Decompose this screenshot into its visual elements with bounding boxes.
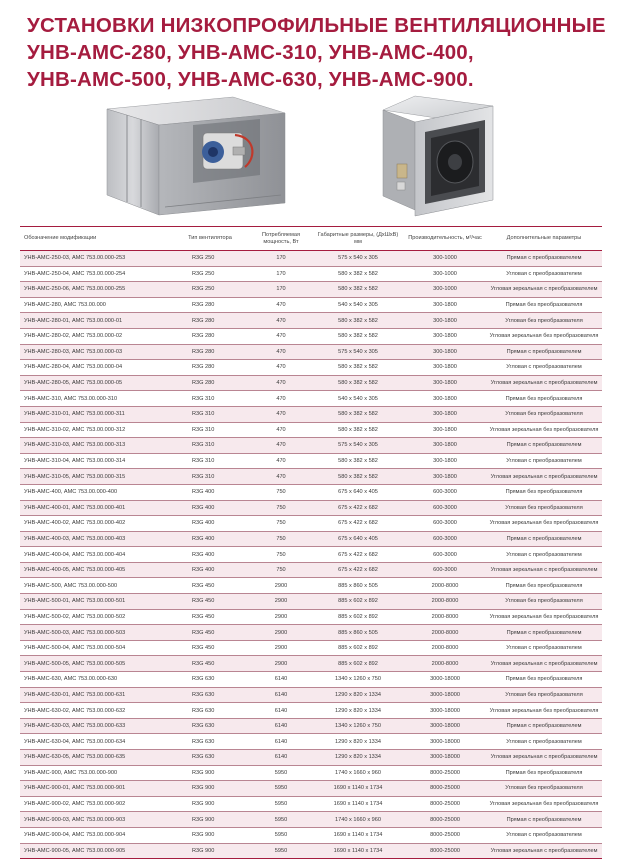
dimensions-cell: 1690 x 1140 x 1734 [312, 781, 404, 797]
table-row [20, 266, 602, 282]
power-cell: 470 [250, 344, 312, 360]
table-row [20, 625, 602, 641]
dimensions-cell: 580 x 382 x 582 [312, 453, 404, 469]
col-header-fan-type: Тип вентилятора [170, 227, 250, 251]
capacity-cell: 300-1000 [404, 266, 486, 282]
fan-type-cell: R3G 630 [170, 703, 250, 719]
modification-cell: УНВ-АМС-250-04, АМС 753.00.000-254 [20, 266, 170, 282]
modification-cell: УНВ-АМС-630-02, АМС 753.00.000-632 [20, 703, 170, 719]
modification-cell: УНВ-АМС-500-04, АМС 753.00.000-504 [20, 640, 170, 656]
dimensions-cell: 575 x 540 x 305 [312, 251, 404, 267]
table-row [20, 453, 602, 469]
table-row [20, 516, 602, 532]
power-cell: 750 [250, 516, 312, 532]
dimensions-cell: 675 x 640 x 405 [312, 484, 404, 500]
parameters-cell: Угловая зеркальная с преобразователем [486, 375, 602, 391]
fan-type-cell: R3G 400 [170, 531, 250, 547]
modification-cell: УНВ-АМС-900, АМС 753.00.000-900 [20, 765, 170, 781]
capacity-cell: 300-1800 [404, 360, 486, 376]
table-row [20, 781, 602, 797]
capacity-cell: 2000-8000 [404, 609, 486, 625]
fan-type-cell: R3G 630 [170, 687, 250, 703]
fan-type-cell: R3G 280 [170, 328, 250, 344]
fan-type-cell: R3G 630 [170, 734, 250, 750]
capacity-cell: 600-3000 [404, 562, 486, 578]
power-cell: 470 [250, 297, 312, 313]
capacity-cell: 3000-18000 [404, 750, 486, 766]
capacity-cell: 8000-25000 [404, 843, 486, 859]
capacity-cell: 600-3000 [404, 516, 486, 532]
modification-cell: УНВ-АМС-280-03, АМС 753.00.000-03 [20, 344, 170, 360]
parameters-cell: Угловая зеркальная с преобразователем [486, 469, 602, 485]
dimensions-cell: 540 x 540 x 305 [312, 391, 404, 407]
capacity-cell: 300-1800 [404, 469, 486, 485]
table-row [20, 734, 602, 750]
modification-cell: УНВ-АМС-400-04, АМС 753.00.000-404 [20, 547, 170, 563]
capacity-cell: 300-1800 [404, 391, 486, 407]
parameters-cell: Прямая с преобразователем [486, 344, 602, 360]
parameters-cell: Угловая зеркальная с преобразователем [486, 656, 602, 672]
table-row [20, 843, 602, 859]
fan-type-cell: R3G 630 [170, 750, 250, 766]
capacity-cell: 3000-18000 [404, 703, 486, 719]
parameters-cell: Прямая с преобразователем [486, 531, 602, 547]
dimensions-cell: 580 x 382 x 582 [312, 469, 404, 485]
power-cell: 2900 [250, 594, 312, 610]
power-cell: 470 [250, 469, 312, 485]
modification-cell: УНВ-АМС-280-02, АМС 753.00.000-02 [20, 328, 170, 344]
dimensions-cell: 675 x 422 x 682 [312, 547, 404, 563]
dimensions-cell: 1340 x 1260 x 750 [312, 672, 404, 688]
fan-type-cell: R3G 310 [170, 438, 250, 454]
table-row [20, 547, 602, 563]
fan-type-cell: R3G 310 [170, 391, 250, 407]
parameters-cell: Угловая зеркальная без преобразователя [486, 609, 602, 625]
dimensions-cell: 575 x 540 x 305 [312, 344, 404, 360]
capacity-cell: 8000-25000 [404, 796, 486, 812]
capacity-cell: 2000-8000 [404, 578, 486, 594]
power-cell: 470 [250, 313, 312, 329]
capacity-cell: 300-1800 [404, 438, 486, 454]
modification-cell: УНВ-АМС-250-06, АМС 753.00.000-255 [20, 282, 170, 298]
table-row [20, 438, 602, 454]
fan-type-cell: R3G 450 [170, 625, 250, 641]
power-cell: 2900 [250, 609, 312, 625]
capacity-cell: 8000-25000 [404, 812, 486, 828]
fan-type-cell: R3G 900 [170, 765, 250, 781]
power-cell: 5950 [250, 843, 312, 859]
capacity-cell: 2000-8000 [404, 640, 486, 656]
modification-cell: УНВ-АМС-900-03, АМС 753.00.000-903 [20, 812, 170, 828]
power-cell: 6140 [250, 687, 312, 703]
fan-type-cell: R3G 310 [170, 406, 250, 422]
parameters-cell: Угловая зеркальная без преобразователя [486, 516, 602, 532]
dimensions-cell: 885 x 602 x 892 [312, 609, 404, 625]
parameters-cell: Прямая без преобразователя [486, 765, 602, 781]
fan-type-cell: R3G 400 [170, 547, 250, 563]
modification-cell: УНВ-АМС-310-04, АМС 753.00.000-314 [20, 453, 170, 469]
power-cell: 5950 [250, 827, 312, 843]
modification-cell: УНВ-АМС-280, АМС 753.00.000 [20, 297, 170, 313]
power-cell: 5950 [250, 765, 312, 781]
table-row [20, 344, 602, 360]
table-row [20, 609, 602, 625]
parameters-cell: Угловая без преобразователя [486, 406, 602, 422]
dimensions-cell: 1290 x 820 x 1334 [312, 703, 404, 719]
specs-table [20, 226, 602, 859]
table-row [20, 672, 602, 688]
parameters-cell: Угловая с преобразователем [486, 734, 602, 750]
col-header-parameters: Дополнительные параметры [486, 227, 602, 251]
modification-cell: УНВ-АМС-250-03, АМС 753.00.000-253 [20, 251, 170, 267]
capacity-cell: 300-1800 [404, 453, 486, 469]
fan-type-cell: R3G 630 [170, 672, 250, 688]
table-row [20, 656, 602, 672]
modification-cell: УНВ-АМС-400-05, АМС 753.00.000-405 [20, 562, 170, 578]
modification-cell: УНВ-АМС-630-05, АМС 753.00.000-635 [20, 750, 170, 766]
modification-cell: УНВ-АМС-310-03, АМС 753.00.000-313 [20, 438, 170, 454]
fan-type-cell: R3G 900 [170, 812, 250, 828]
dimensions-cell: 1340 x 1260 x 750 [312, 718, 404, 734]
modification-cell: УНВ-АМС-400-01, АМС 753.00.000-401 [20, 500, 170, 516]
table-row [20, 578, 602, 594]
capacity-cell: 600-3000 [404, 531, 486, 547]
unit-image-straight [85, 95, 300, 220]
col-header-modification: Обозначение модификации [20, 227, 170, 251]
modification-cell: УНВ-АМС-630-04, АМС 753.00.000-634 [20, 734, 170, 750]
fan-type-cell: R3G 900 [170, 827, 250, 843]
parameters-cell: Угловая без преобразователя [486, 594, 602, 610]
modification-cell: УНВ-АМС-310-01, АМС 753.00.000-311 [20, 406, 170, 422]
table-row [20, 391, 602, 407]
table-row [20, 500, 602, 516]
dimensions-cell: 580 x 382 x 582 [312, 375, 404, 391]
table-row [20, 375, 602, 391]
power-cell: 6140 [250, 734, 312, 750]
dimensions-cell: 580 x 382 x 582 [312, 313, 404, 329]
power-cell: 5950 [250, 781, 312, 797]
modification-cell: УНВ-АМС-280-04, АМС 753.00.000-04 [20, 360, 170, 376]
table-row [20, 360, 602, 376]
fan-type-cell: R3G 450 [170, 578, 250, 594]
capacity-cell: 8000-25000 [404, 765, 486, 781]
dimensions-cell: 1290 x 820 x 1334 [312, 687, 404, 703]
parameters-cell: Прямая с преобразователем [486, 812, 602, 828]
parameters-cell: Прямая без преобразователя [486, 672, 602, 688]
capacity-cell: 2000-8000 [404, 656, 486, 672]
power-cell: 470 [250, 360, 312, 376]
power-cell: 750 [250, 484, 312, 500]
modification-cell: УНВ-АМС-630-03, АМС 753.00.000-633 [20, 718, 170, 734]
modification-cell: УНВ-АМС-400-03, АМС 753.00.000-403 [20, 531, 170, 547]
fan-type-cell: R3G 310 [170, 453, 250, 469]
power-cell: 2900 [250, 640, 312, 656]
dimensions-cell: 885 x 602 x 892 [312, 640, 404, 656]
parameters-cell: Угловая без преобразователя [486, 781, 602, 797]
dimensions-cell: 580 x 382 x 582 [312, 328, 404, 344]
fan-type-cell: R3G 310 [170, 422, 250, 438]
power-cell: 6140 [250, 672, 312, 688]
capacity-cell: 300-1800 [404, 406, 486, 422]
dimensions-cell: 675 x 422 x 682 [312, 562, 404, 578]
modification-cell: УНВ-АМС-280-01, АМС 753.00.000-01 [20, 313, 170, 329]
fan-type-cell: R3G 630 [170, 718, 250, 734]
dimensions-cell: 580 x 382 x 582 [312, 422, 404, 438]
capacity-cell: 600-3000 [404, 484, 486, 500]
dimensions-cell: 885 x 602 x 892 [312, 594, 404, 610]
fan-type-cell: R3G 280 [170, 344, 250, 360]
parameters-cell: Угловая зеркальная без преобразователя [486, 703, 602, 719]
fan-type-cell: R3G 450 [170, 609, 250, 625]
power-cell: 2900 [250, 625, 312, 641]
capacity-cell: 3000-18000 [404, 718, 486, 734]
power-cell: 470 [250, 375, 312, 391]
fan-type-cell: R3G 450 [170, 640, 250, 656]
dimensions-cell: 540 x 540 x 305 [312, 297, 404, 313]
power-cell: 2900 [250, 656, 312, 672]
fan-type-cell: R3G 280 [170, 313, 250, 329]
capacity-cell: 2000-8000 [404, 594, 486, 610]
dimensions-cell: 580 x 382 x 582 [312, 360, 404, 376]
table-row [20, 484, 602, 500]
modification-cell: УНВ-АМС-500-03, АМС 753.00.000-503 [20, 625, 170, 641]
capacity-cell: 300-1800 [404, 344, 486, 360]
dimensions-cell: 1690 x 1140 x 1734 [312, 796, 404, 812]
parameters-cell: Угловая без преобразователя [486, 500, 602, 516]
modification-cell: УНВ-АМС-310, АМС 753.00.000-310 [20, 391, 170, 407]
modification-cell: УНВ-АМС-900-01, АМС 753.00.000-901 [20, 781, 170, 797]
parameters-cell: Угловая зеркальная с преобразователем [486, 843, 602, 859]
capacity-cell: 3000-18000 [404, 672, 486, 688]
fan-type-cell: R3G 450 [170, 594, 250, 610]
capacity-cell: 3000-18000 [404, 734, 486, 750]
table-row [20, 251, 602, 267]
power-cell: 470 [250, 328, 312, 344]
parameters-cell: Угловая с преобразователем [486, 547, 602, 563]
parameters-cell: Прямая без преобразователя [486, 297, 602, 313]
fan-type-cell: R3G 250 [170, 266, 250, 282]
title-line-1: УСТАНОВКИ НИЗКОПРОФИЛЬНЫЕ ВЕНТИЛЯЦИОННЫЕ [27, 14, 606, 37]
power-cell: 750 [250, 531, 312, 547]
modification-cell: УНВ-АМС-500-05, АМС 753.00.000-505 [20, 656, 170, 672]
capacity-cell: 3000-18000 [404, 687, 486, 703]
fan-type-cell: R3G 900 [170, 843, 250, 859]
modification-cell: УНВ-АМС-310-02, АМС 753.00.000-312 [20, 422, 170, 438]
modification-cell: УНВ-АМС-310-05, АМС 753.00.000-315 [20, 469, 170, 485]
dimensions-cell: 1690 x 1140 x 1734 [312, 827, 404, 843]
power-cell: 6140 [250, 718, 312, 734]
fan-type-cell: R3G 400 [170, 562, 250, 578]
table-row [20, 765, 602, 781]
dimensions-cell: 675 x 422 x 682 [312, 500, 404, 516]
parameters-cell: Угловая зеркальная без преобразователя [486, 328, 602, 344]
fan-type-cell: R3G 250 [170, 282, 250, 298]
table-row [20, 796, 602, 812]
table-row [20, 562, 602, 578]
fan-type-cell: R3G 900 [170, 796, 250, 812]
power-cell: 5950 [250, 796, 312, 812]
capacity-cell: 300-1800 [404, 422, 486, 438]
parameters-cell: Прямая без преобразователя [486, 391, 602, 407]
capacity-cell: 300-1000 [404, 282, 486, 298]
modification-cell: УНВ-АМС-900-02, АМС 753.00.000-902 [20, 796, 170, 812]
parameters-cell: Прямая без преобразователя [486, 484, 602, 500]
title-line-3: УНВ-АМС-500, УНВ-АМС-630, УНВ-АМС-900. [27, 68, 474, 91]
parameters-cell: Прямая без преобразователя [486, 578, 602, 594]
parameters-cell: Угловая с преобразователем [486, 827, 602, 843]
dimensions-cell: 580 x 382 x 582 [312, 282, 404, 298]
dimensions-cell: 1290 x 820 x 1334 [312, 750, 404, 766]
fan-type-cell: R3G 250 [170, 251, 250, 267]
dimensions-cell: 675 x 422 x 682 [312, 516, 404, 532]
capacity-cell: 2000-8000 [404, 625, 486, 641]
fan-type-cell: R3G 400 [170, 516, 250, 532]
page-title [27, 12, 607, 93]
table-row [20, 594, 602, 610]
table-row [20, 328, 602, 344]
table-row [20, 531, 602, 547]
dimensions-cell: 1690 x 1140 x 1734 [312, 843, 404, 859]
parameters-cell: Прямая с преобразователем [486, 251, 602, 267]
power-cell: 750 [250, 547, 312, 563]
power-cell: 170 [250, 251, 312, 267]
power-cell: 470 [250, 438, 312, 454]
dimensions-cell: 580 x 382 x 582 [312, 266, 404, 282]
capacity-cell: 300-1800 [404, 297, 486, 313]
modification-cell: УНВ-АМС-400, АМС 753.00.000-400 [20, 484, 170, 500]
modification-cell: УНВ-АМС-280-05, АМС 753.00.000-05 [20, 375, 170, 391]
parameters-cell: Угловая зеркальная без преобразователя [486, 422, 602, 438]
col-header-dimensions: Габаритные размеры, (ДхШхВ) мм [312, 227, 404, 251]
parameters-cell: Угловая с преобразователем [486, 453, 602, 469]
capacity-cell: 300-1000 [404, 251, 486, 267]
col-header-power: Потребляемая мощность, Вт [250, 227, 312, 251]
parameters-cell: Угловая зеркальная без преобразователя [486, 796, 602, 812]
title-line-2: УНВ-АМС-280, УНВ-АМС-310, УНВ-АМС-400, [27, 41, 474, 64]
capacity-cell: 300-1800 [404, 313, 486, 329]
power-cell: 170 [250, 282, 312, 298]
power-cell: 6140 [250, 750, 312, 766]
modification-cell: УНВ-АМС-630-01, АМС 753.00.000-631 [20, 687, 170, 703]
parameters-cell: Угловая зеркальная с преобразователем [486, 750, 602, 766]
table-row [20, 406, 602, 422]
col-header-capacity: Производительность, м³/час [404, 227, 486, 251]
dimensions-cell: 575 x 540 x 305 [312, 438, 404, 454]
table-row [20, 297, 602, 313]
fan-type-cell: R3G 450 [170, 656, 250, 672]
power-cell: 470 [250, 453, 312, 469]
fan-type-cell: R3G 400 [170, 500, 250, 516]
dimensions-cell: 1290 x 820 x 1334 [312, 734, 404, 750]
table-row [20, 827, 602, 843]
power-cell: 750 [250, 500, 312, 516]
fan-type-cell: R3G 400 [170, 484, 250, 500]
parameters-cell: Угловая зеркальная с преобразователем [486, 282, 602, 298]
modification-cell: УНВ-АМС-900-04, АМС 753.00.000-904 [20, 827, 170, 843]
parameters-cell: Прямая с преобразователем [486, 625, 602, 641]
fan-type-cell: R3G 280 [170, 297, 250, 313]
fan-type-cell: R3G 280 [170, 375, 250, 391]
modification-cell: УНВ-АМС-630, АМС 753.00.000-630 [20, 672, 170, 688]
modification-cell: УНВ-АМС-400-02, АМС 753.00.000-402 [20, 516, 170, 532]
power-cell: 2900 [250, 578, 312, 594]
parameters-cell: Угловая с преобразователем [486, 360, 602, 376]
table-row [20, 750, 602, 766]
modification-cell: УНВ-АМС-500-02, АМС 753.00.000-502 [20, 609, 170, 625]
table-row [20, 812, 602, 828]
table-row [20, 469, 602, 485]
dimensions-cell: 580 x 382 x 582 [312, 406, 404, 422]
dimensions-cell: 1740 x 1660 x 960 [312, 812, 404, 828]
capacity-cell: 300-1800 [404, 328, 486, 344]
dimensions-cell: 885 x 602 x 892 [312, 656, 404, 672]
parameters-cell: Прямая с преобразователем [486, 718, 602, 734]
power-cell: 750 [250, 562, 312, 578]
parameters-cell: Угловая без преобразователя [486, 313, 602, 329]
table-row [20, 282, 602, 298]
parameters-cell: Угловая с преобразователем [486, 266, 602, 282]
table-row [20, 422, 602, 438]
table-row [20, 703, 602, 719]
modification-cell: УНВ-АМС-900-05, АМС 753.00.000-905 [20, 843, 170, 859]
capacity-cell: 600-3000 [404, 547, 486, 563]
fan-type-cell: R3G 310 [170, 469, 250, 485]
capacity-cell: 8000-25000 [404, 781, 486, 797]
table-row [20, 687, 602, 703]
table-row [20, 718, 602, 734]
dimensions-cell: 1740 x 1660 x 960 [312, 765, 404, 781]
capacity-cell: 600-3000 [404, 500, 486, 516]
capacity-cell: 300-1800 [404, 375, 486, 391]
power-cell: 5950 [250, 812, 312, 828]
table-row [20, 640, 602, 656]
dimensions-cell: 885 x 860 x 505 [312, 625, 404, 641]
fan-type-cell: R3G 900 [170, 781, 250, 797]
parameters-cell: Угловая зеркальная с преобразователем [486, 562, 602, 578]
power-cell: 470 [250, 406, 312, 422]
unit-image-angled [375, 92, 500, 222]
power-cell: 170 [250, 266, 312, 282]
parameters-cell: Угловая с преобразователем [486, 640, 602, 656]
dimensions-cell: 885 x 860 x 505 [312, 578, 404, 594]
modification-cell: УНВ-АМС-500, АМС 753.00.000-500 [20, 578, 170, 594]
dimensions-cell: 675 x 640 x 405 [312, 531, 404, 547]
power-cell: 470 [250, 391, 312, 407]
table-header-row [20, 227, 602, 251]
capacity-cell: 8000-25000 [404, 827, 486, 843]
parameters-cell: Угловая без преобразователя [486, 687, 602, 703]
power-cell: 6140 [250, 703, 312, 719]
table-row [20, 313, 602, 329]
fan-type-cell: R3G 280 [170, 360, 250, 376]
modification-cell: УНВ-АМС-500-01, АМС 753.00.000-501 [20, 594, 170, 610]
parameters-cell: Прямая с преобразователем [486, 438, 602, 454]
power-cell: 470 [250, 422, 312, 438]
